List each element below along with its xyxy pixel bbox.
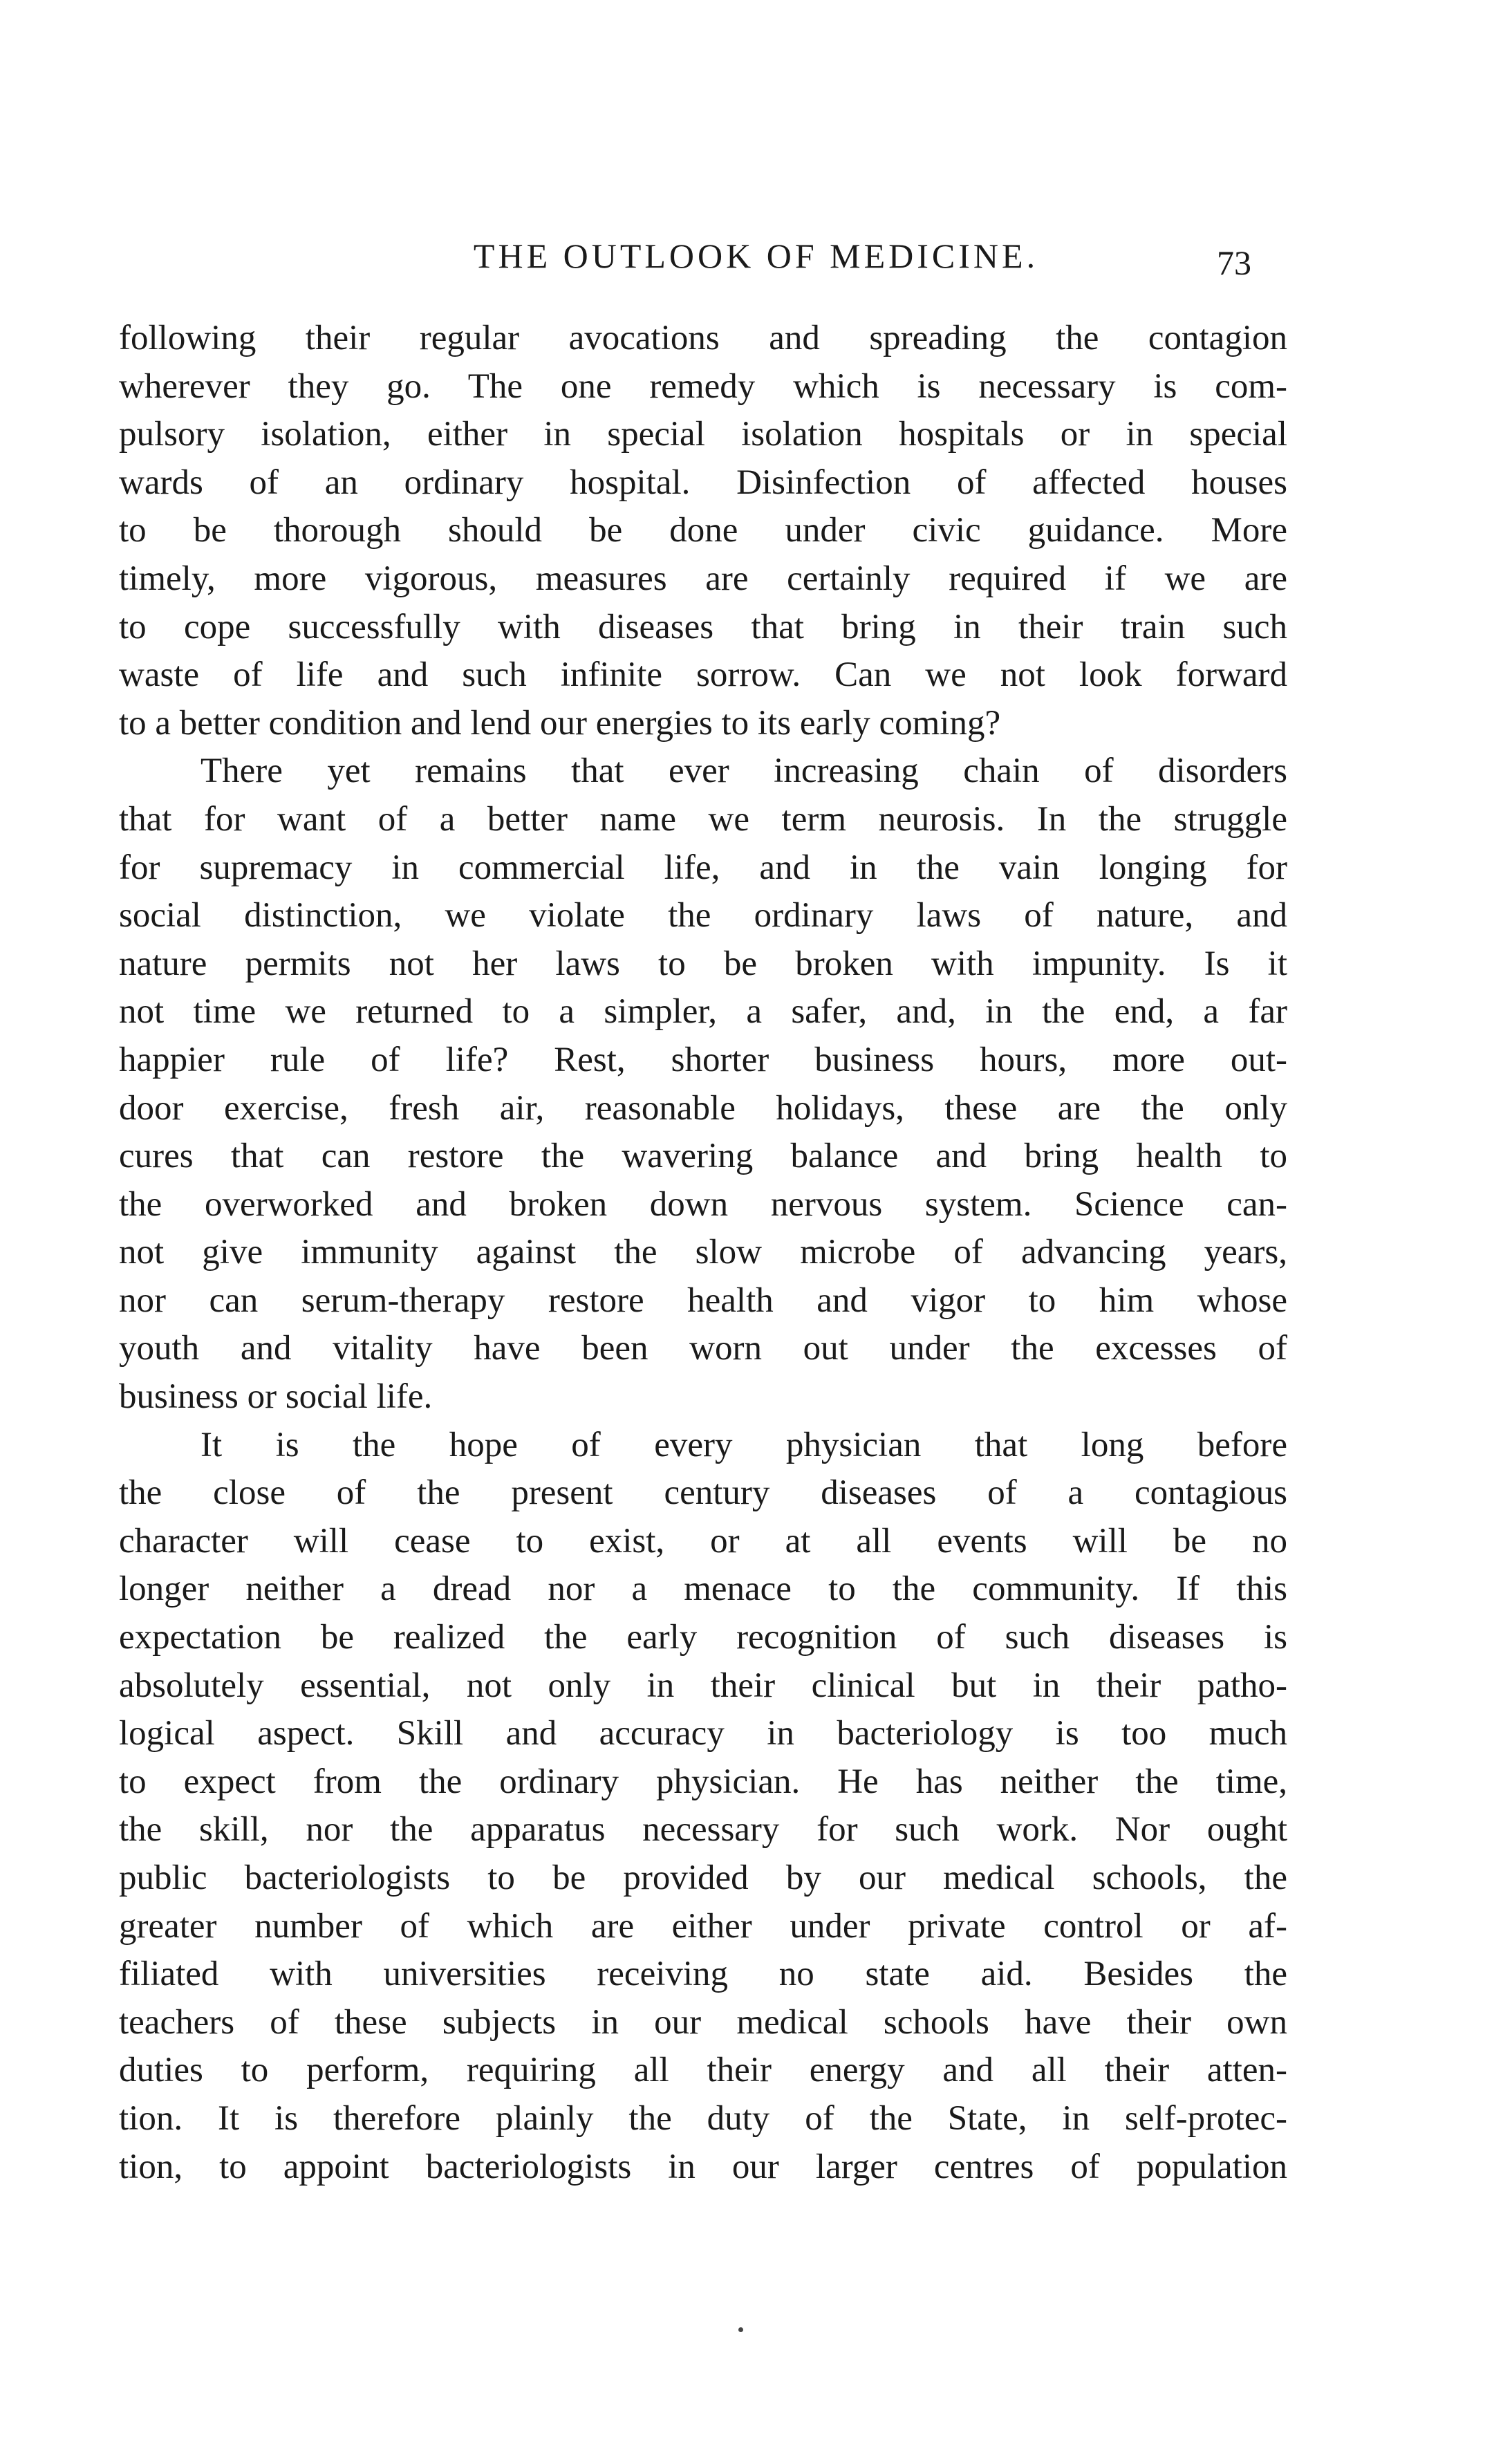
text-line: happier rule of life? Rest, shorter business hours, more out- [119,1040,1287,1079]
text-line: to expect from the ordinary physician. He has neither the time, [119,1762,1287,1801]
footer-ink-dot [738,2327,743,2332]
text-line: nor can serum-therapy restore health and vigor to him whose [119,1280,1287,1320]
text-line: for supremacy in commercial life, and in the vain longing for [119,848,1287,887]
page-number: 73 [1217,243,1251,282]
text-line: wards of an ordinary hospital. Disinfection of affected houses [119,463,1287,502]
text-line: to cope successfully with diseases that bring in their train such [119,607,1287,646]
paragraph-end-line: to a better condition and lend our energies to its early coming? [119,703,1001,743]
running-header [0,228,1512,283]
text-line: filiated with universities receiving no state aid. Besides the [119,1955,1287,1994]
text-line: longer neither a dread nor a menace to the community. If this [119,1570,1287,1609]
paragraph-start-line: It is the hope of every physician that long before [200,1425,1287,1464]
text-line: teachers of these subjects in our medical schools have their own [119,2002,1287,2042]
text-line: pulsory isolation, either in special isolation hospitals or in special [119,415,1287,454]
text-line: not give immunity against the slow microbe of advancing years, [119,1233,1287,1272]
text-line: cures that can restore the wavering balance and bring health to [119,1137,1287,1176]
text-line: expectation be realized the early recognition of such diseases is [119,1618,1287,1657]
text-line: door exercise, fresh air, reasonable holidays, these are the only [119,1088,1287,1128]
text-line: the skill, nor the apparatus necessary for such work. Nor ought [119,1810,1287,1850]
text-line: the overworked and broken down nervous system. Science can- [119,1184,1287,1224]
text-line: tion. It is therefore plainly the duty of the State, in self-protec- [119,2098,1287,2138]
text-line: tion, to appoint bacteriologists in our larger centres of population [119,2147,1287,2186]
text-line: duties to perform, requiring all their energy and all their atten- [119,2051,1287,2090]
text-line: not time we returned to a simpler, a safer, and, in the end, a far [119,992,1287,1032]
text-line: youth and vitality have been worn out under the excesses of [119,1329,1287,1368]
text-line: nature permits not her laws to be broken with impunity. Is it [119,944,1287,983]
text-line: following their regular avocations and spreading the contagion [119,319,1287,357]
text-line: waste of life and such infinite sorrow. Can we not look forward [119,655,1287,695]
text-line: greater number of which are either under private control or af- [119,1906,1287,1946]
text-line: timely, more vigorous, measures are certainly required if we are [119,559,1287,598]
text-line: that for want of a better name we term neurosis. In the struggle [119,799,1287,839]
paragraph-end-line: business or social life. [119,1377,433,1417]
paragraph-start-line: There yet remains that ever increasing chain of disorders [200,752,1287,791]
text-line: absolutely essential, not only in their clinical but in their patho- [119,1666,1287,1705]
body-text [119,315,1287,2191]
text-line: public bacteriologists to be provided by our medical schools, the [119,1859,1287,1897]
text-line: the close of the present century diseases of a contagious [119,1473,1287,1513]
text-line: character will cease to exist, or at all events will be no [119,1521,1287,1561]
text-line: logical aspect. Skill and accuracy in bacteriology is too much [119,1714,1287,1753]
text-line: to be thorough should be done under civic guidance. More [119,511,1287,550]
running-title: THE OUTLOOK OF MEDICINE. [473,236,1039,275]
text-line: social distinction, we violate the ordinary laws of nature, and [119,896,1287,935]
text-line: wherever they go. The one remedy which is necessary is com- [119,366,1287,406]
